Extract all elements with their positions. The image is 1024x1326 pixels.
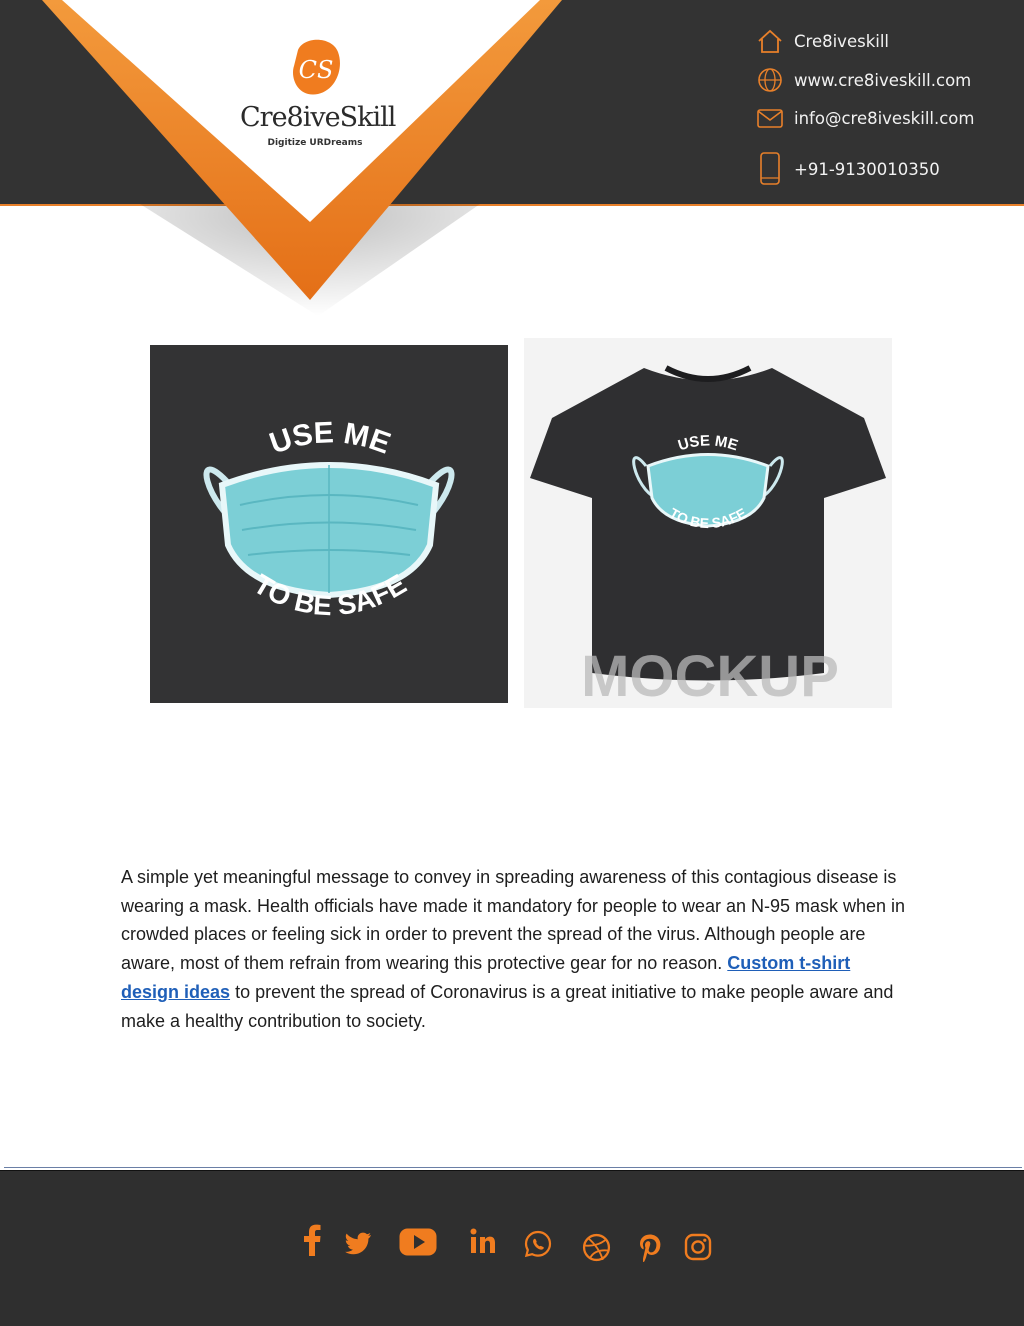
contact-website[interactable]: www.cre8iveskill.com <box>794 70 972 90</box>
globe-icon <box>756 66 784 94</box>
home-icon <box>756 27 784 55</box>
logo-mark-icon <box>240 38 390 104</box>
mockup-watermark: MOCKUP <box>581 644 839 708</box>
twitter-icon[interactable] <box>344 1232 372 1256</box>
whatsapp-icon[interactable] <box>524 1230 552 1258</box>
footer-divider <box>4 1167 1022 1168</box>
brand-name: Cre8iveSkill <box>240 102 396 133</box>
brand-tagline: Digitize URDreams <box>267 138 363 148</box>
mobile-phone-icon <box>756 152 784 186</box>
mask-design-artwork <box>150 345 508 703</box>
artwork-top-text: USE ME <box>265 416 395 461</box>
mockup-top-text: USE ME <box>676 432 740 455</box>
linkedin-icon[interactable] <box>470 1228 496 1254</box>
youtube-icon[interactable] <box>399 1228 437 1256</box>
artwork-bottom-text: TO BE SAFE <box>248 568 412 622</box>
paragraph-text-2: to prevent the spread of Coronavirus is a great initiative to make people aware and make a healthy contribution to society. <box>121 981 894 1031</box>
contact-company: Cre8iveskill <box>794 31 889 51</box>
mockup-bottom-text: TO BE SAFE <box>666 504 750 532</box>
contact-phone[interactable]: +91-9130010350 <box>794 159 940 179</box>
paragraph-text-1: A simple yet meaningful message to convey in spreading awareness of this contagious disease is wearing a mask. Health officials have made it mandatory for people to wear an N-95 mask when in crowded places or feeling sick in order to prevent the spread of the virus. Although people are aware, most of them refrain from wearing this protective gear for no reason. <box>121 867 906 974</box>
mail-icon <box>756 104 784 132</box>
brand-logo[interactable] <box>240 38 396 158</box>
contact-company-row <box>756 26 889 56</box>
dribbble-icon[interactable] <box>582 1233 611 1262</box>
contact-email[interactable]: info@cre8iveskill.com <box>794 108 975 128</box>
contact-phone-row[interactable] <box>756 154 940 184</box>
pinterest-icon[interactable] <box>637 1233 663 1263</box>
instagram-icon[interactable] <box>684 1233 712 1261</box>
logo-monogram: CS <box>298 56 334 84</box>
contact-email-row[interactable] <box>756 103 974 133</box>
facebook-icon[interactable] <box>302 1224 322 1256</box>
custom-tshirt-design-link[interactable]: Custom t-shirt design ideas <box>121 953 851 1002</box>
article-paragraph <box>121 863 911 1035</box>
footer-bar <box>0 1170 1024 1326</box>
tshirt-mockup-image <box>524 338 892 708</box>
contact-website-row[interactable] <box>756 65 971 95</box>
